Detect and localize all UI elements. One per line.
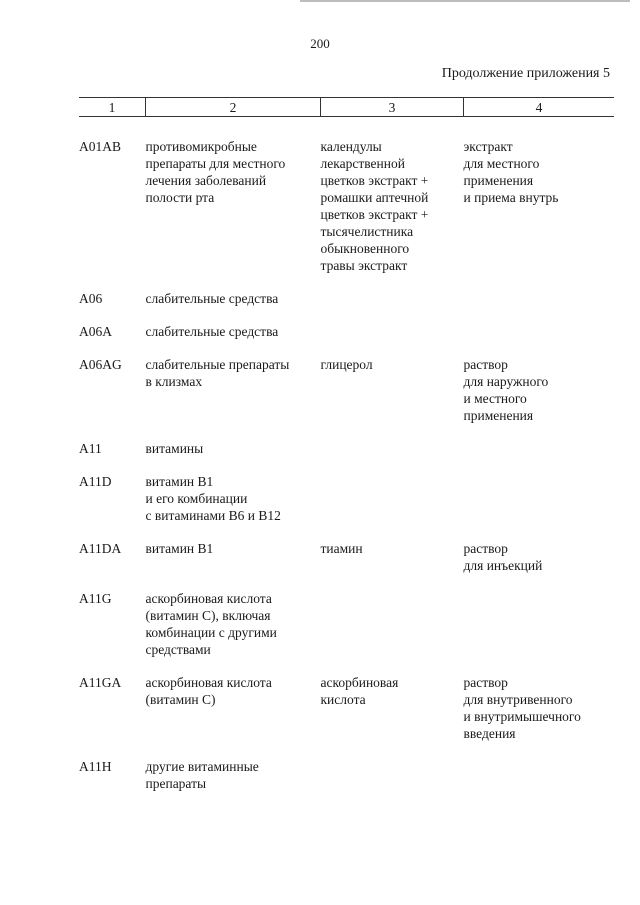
- medicines-table: [79, 97, 614, 792]
- table-row: [79, 742, 614, 792]
- pharmacological-group-cell-text: витамин B1: [145, 541, 214, 556]
- pharmacological-group-cell-text: слабительные средства: [145, 324, 279, 339]
- column-header-1: 1: [79, 98, 146, 117]
- atc-code-cell-text: A11: [79, 441, 102, 456]
- atc-code-cell-text: A06AG: [79, 357, 122, 372]
- pharmacological-group-cell-text: другие витаминные препараты: [145, 759, 259, 791]
- table-row: [79, 117, 614, 275]
- pharmacological-group-cell-text: аскорбиновая кислота (витамин C), включая комбинации с другими средствами: [145, 591, 277, 657]
- pharmacological-group-cell-text: витамины: [145, 441, 204, 456]
- table-header-row: [79, 98, 614, 117]
- table-body: [79, 117, 614, 793]
- dosage-form-cell: [464, 424, 615, 457]
- dosage-form-cell-text: раствор для инъекций: [463, 541, 543, 573]
- continuation-heading: Продолжение приложения 5: [441, 66, 610, 81]
- atc-code-cell: [79, 340, 146, 424]
- atc-code-cell-text: A01AB: [79, 139, 122, 154]
- atc-code-cell-text: A06: [79, 291, 103, 306]
- active-substance-cell-text: аскорбиновая кислота: [320, 675, 399, 707]
- pharmacological-group-cell-text: витамин B1 и его комбинации с витаминами B6 и B12: [145, 474, 281, 523]
- dosage-form-cell: [464, 340, 615, 424]
- active-substance-cell-text: календулы лекарственной цветков экстракт + ромашки аптечной цветков экстракт + тысячелистника обыкновенного травы экстракт: [320, 139, 429, 273]
- pharmacological-group-cell: [146, 658, 321, 742]
- active-substance-cell: [321, 424, 464, 457]
- atc-code-cell-text: A11DA: [79, 541, 122, 556]
- pharmacological-group-cell-text: слабительные средства: [145, 291, 279, 306]
- pharmacological-group-cell: [146, 574, 321, 658]
- table-row: [79, 658, 614, 742]
- pharmacological-group-cell: [146, 307, 321, 340]
- dosage-form-cell-text: экстракт для местного применения и приема внутрь: [463, 139, 559, 205]
- atc-code-cell: [79, 274, 146, 307]
- atc-code-cell-text: A06A: [79, 324, 112, 339]
- pharmacological-group-cell: [146, 457, 321, 524]
- pharmacological-group-cell: [146, 424, 321, 457]
- atc-code-cell-text: A11H: [79, 759, 112, 774]
- active-substance-cell: [321, 274, 464, 307]
- active-substance-cell: [321, 524, 464, 574]
- dosage-form-cell-text: раствор для внутривенного и внутримышечного введения: [463, 675, 581, 741]
- dosage-form-cell: [464, 274, 615, 307]
- table-row: [79, 340, 614, 424]
- atc-code-cell-text: A11GA: [79, 675, 122, 690]
- scan-top-edge-line: [300, 0, 630, 2]
- atc-code-cell: [79, 742, 146, 792]
- atc-code-cell: [79, 574, 146, 658]
- active-substance-cell: [321, 574, 464, 658]
- atc-code-cell: [79, 424, 146, 457]
- active-substance-cell: [321, 340, 464, 424]
- active-substance-cell: [321, 658, 464, 742]
- table-row: [79, 274, 614, 307]
- dosage-form-cell: [464, 524, 615, 574]
- pharmacological-group-cell-text: аскорбиновая кислота (витамин C): [145, 675, 272, 707]
- dosage-form-cell: [464, 307, 615, 340]
- active-substance-cell: [321, 457, 464, 524]
- dosage-form-cell: [464, 742, 615, 792]
- dosage-form-cell: [464, 117, 615, 275]
- page-number: 200: [310, 36, 330, 51]
- atc-code-cell: [79, 524, 146, 574]
- atc-code-cell: [79, 457, 146, 524]
- table-row: [79, 574, 614, 658]
- column-header-3: 3: [321, 98, 464, 117]
- dosage-form-cell-text: раствор для наружного и местного применения: [463, 357, 549, 423]
- table-row: [79, 524, 614, 574]
- atc-code-cell-text: A11D: [79, 474, 112, 489]
- dosage-form-cell: [464, 658, 615, 742]
- pharmacological-group-cell: [146, 524, 321, 574]
- atc-code-cell: [79, 117, 146, 275]
- atc-code-cell: [79, 307, 146, 340]
- table-row: [79, 307, 614, 340]
- pharmacological-group-cell: [146, 274, 321, 307]
- atc-code-cell-text: A11G: [79, 591, 112, 606]
- active-substance-cell: [321, 307, 464, 340]
- active-substance-cell-text: глицерол: [320, 357, 373, 372]
- atc-code-cell: [79, 658, 146, 742]
- pharmacological-group-cell: [146, 340, 321, 424]
- table-row: [79, 424, 614, 457]
- column-header-2: 2: [146, 98, 321, 117]
- pharmacological-group-cell-text: противомикробные препараты для местного лечения заболеваний полости рта: [145, 139, 286, 205]
- pharmacological-group-cell: [146, 742, 321, 792]
- active-substance-cell-text: тиамин: [320, 541, 363, 556]
- table-row: [79, 457, 614, 524]
- active-substance-cell: [321, 117, 464, 275]
- dosage-form-cell: [464, 574, 615, 658]
- column-header-4: 4: [464, 98, 615, 117]
- pharmacological-group-cell: [146, 117, 321, 275]
- pharmacological-group-cell-text: слабительные препараты в клизмах: [145, 357, 290, 389]
- active-substance-cell: [321, 742, 464, 792]
- dosage-form-cell: [464, 457, 615, 524]
